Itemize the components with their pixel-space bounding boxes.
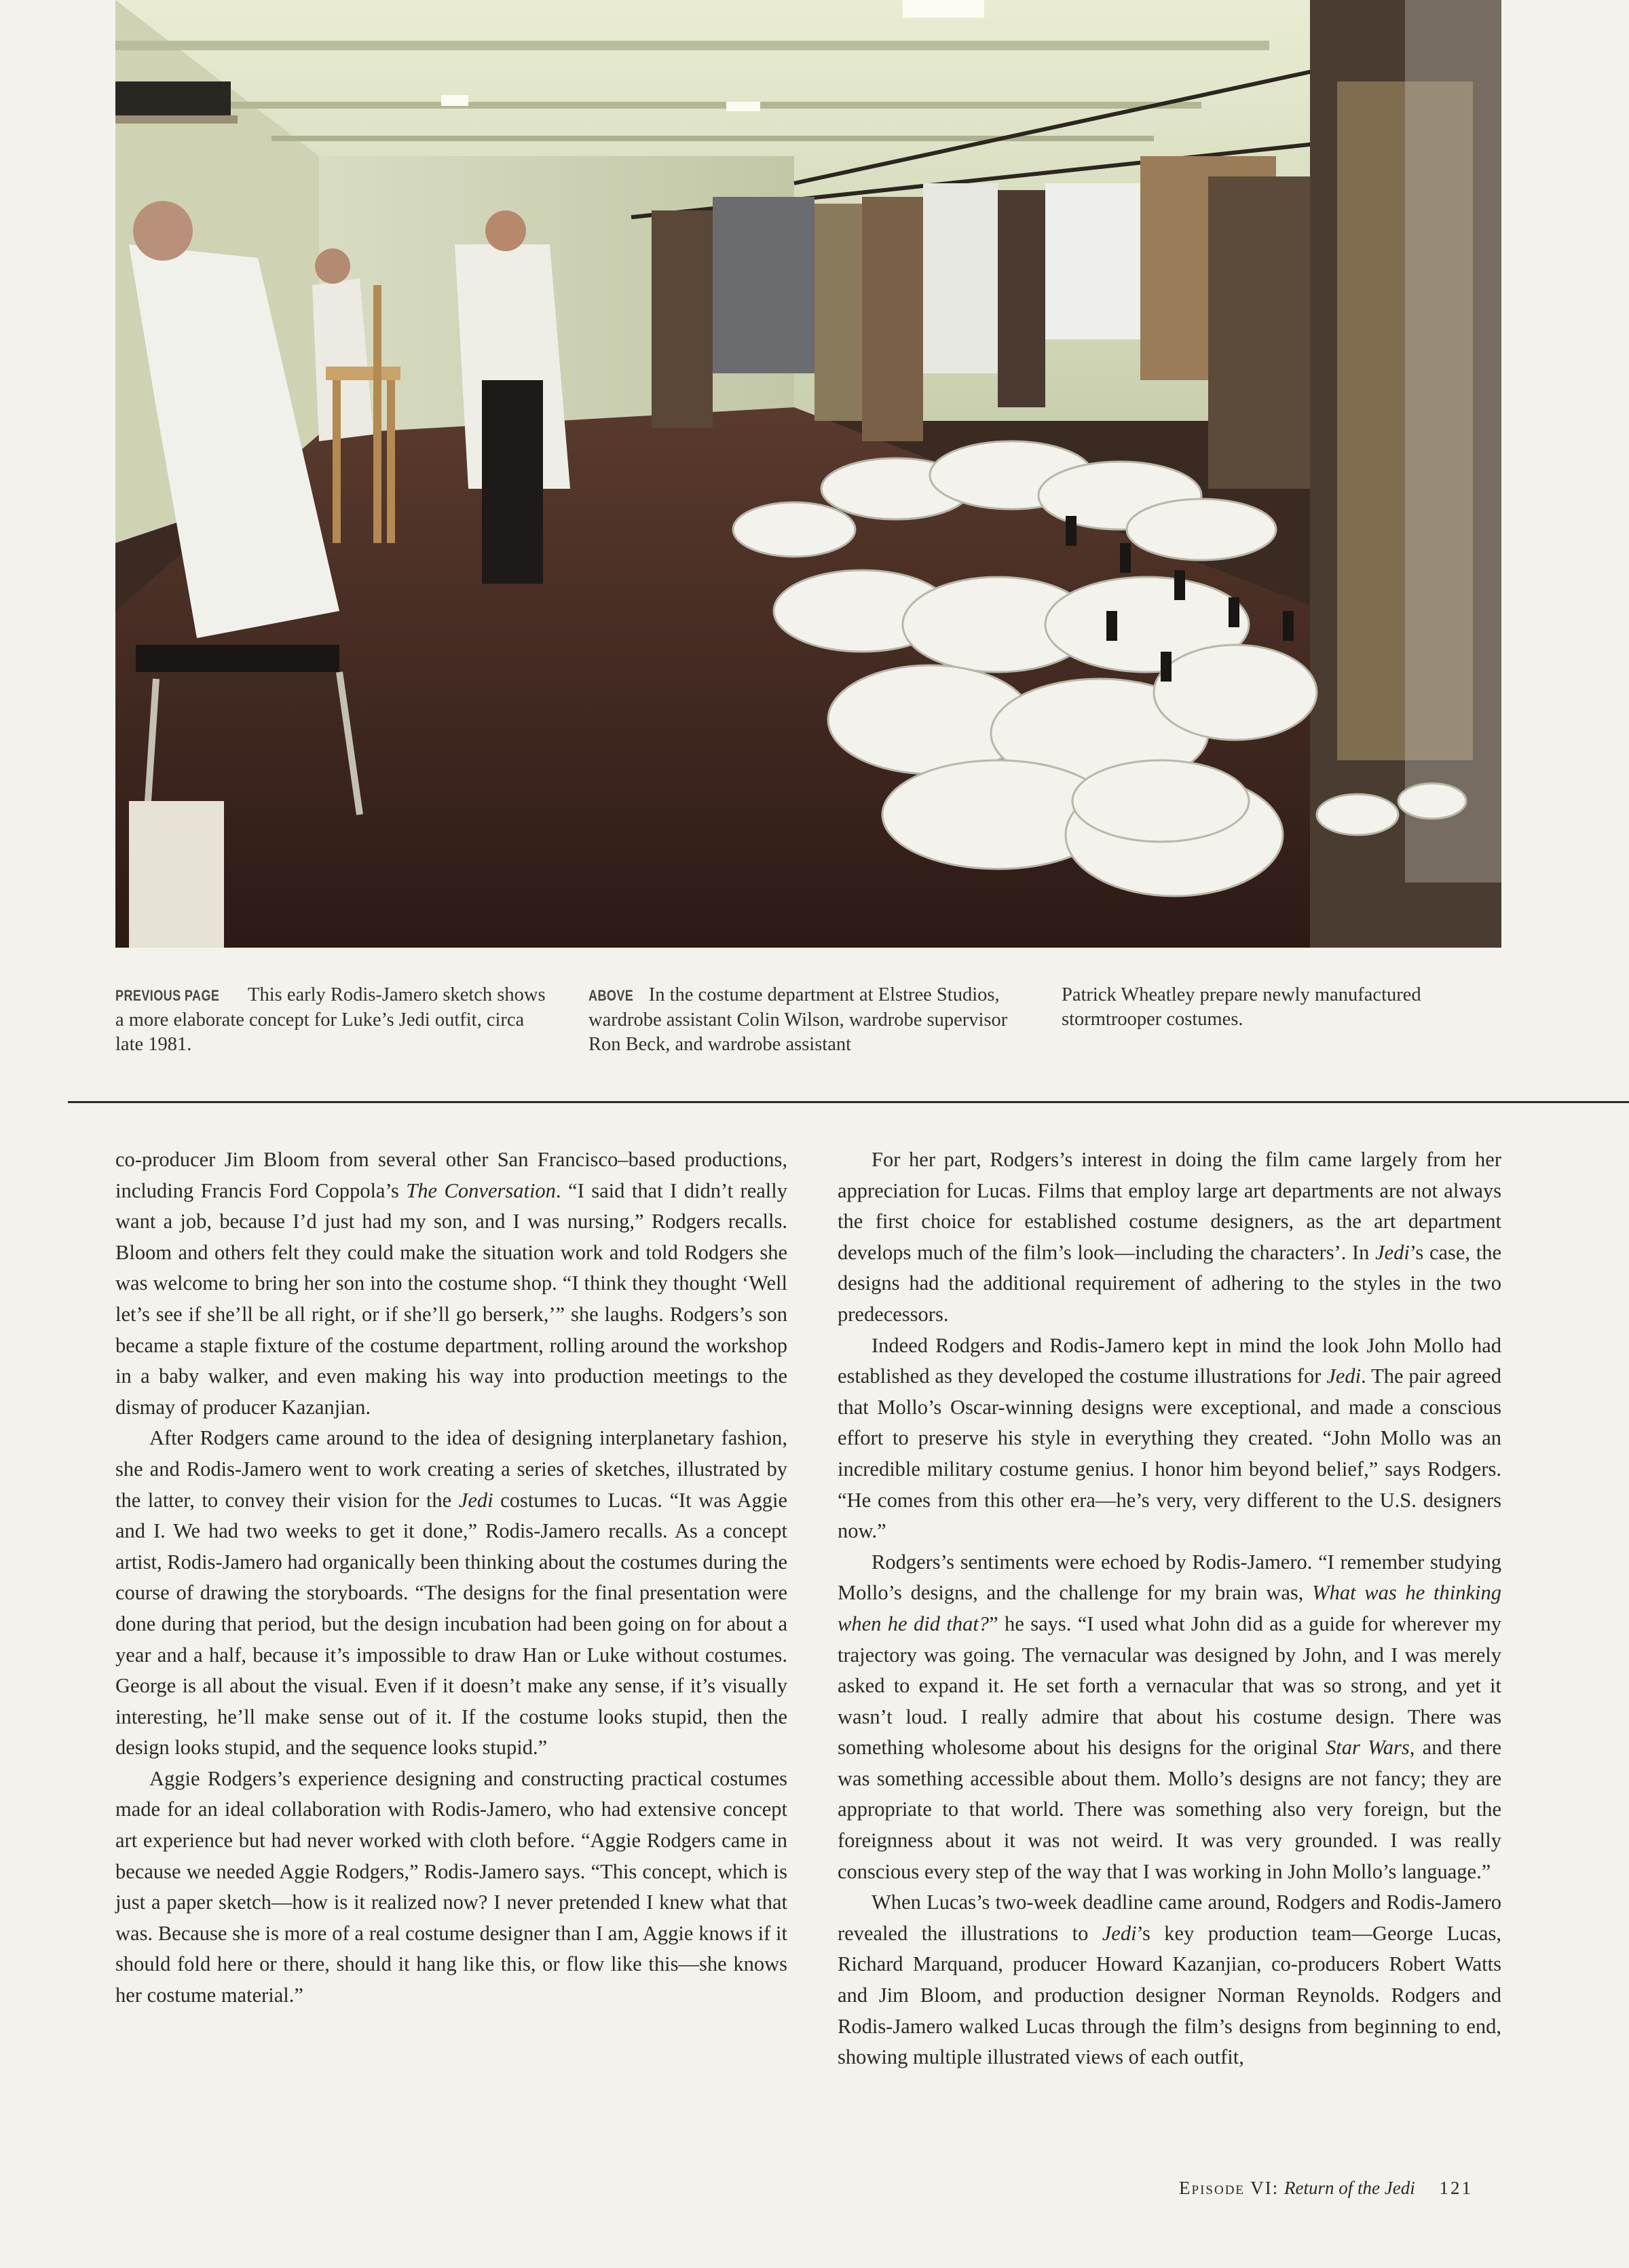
paragraph [838,1547,1501,1888]
text-run: For her part, Rodgers’s interest in doing the film came largely from her appreciation for Lucas. Films that employ large art departments are not always the first choice for established costume designers, as the art department develops much of the film’s look—including the characters’. In [838,1148,1501,1264]
paragraph [838,1145,1501,1331]
text-run: costumes to Lucas. “It was Aggie and I. We had two weeks to get it done,” Rodis-Jamero recalls. As a concept artist, Rodis-Jamero had organically been thinking about the costumes during the course of drawing the storyboards. “The designs for the final presentation were done during that period, but the design incubation had been going on for about a year and a half, because it’s impossible to draw Han or Luke without costumes. George is all about the visual. Even if it doesn’t make any sense, if it’s visually interesting, he’ll make sense out of it. If the costume looks stupid, then the design looks stupid, and the sequence looks stupid.” [115,1488,788,1760]
paragraph: Aggie Rodgers’s experience designing and constructing practical costumes made for an ideal collaboration with Rodis-Jamero, who had extensive concept art experience but had never worked with cloth before. “Aggie Rodgers came in because we needed Aggie Rodgers,” Rodis-Jamero says. “This concept, which is just a paper sketch—how is it realized now? I never pretended I knew what that was. Because she is more of a real costume designer than I am, Aggie knows if it should fold here or there, should it hang like this, or flow like this—she knows her costume material.” [115,1766,787,2007]
page-number: 121 [1439,2178,1473,2198]
text-run: Rodgers’s sentiments were echoed by Rodis-Jamero. “I remember studying Mollo’s designs, and the challenge for my brain was, [838,1550,1501,1605]
text-run: . The pair agreed that Mollo’s Oscar-winning designs were exceptional, and made a conscious effort to preserve his style in everything they created. “John Mollo was an incredible military costume genius. I honor him beyond belief,” says Rodgers. “He comes from this other era—he’s very, very different to the U.S. designers now.” [838,1364,1501,1543]
costume-department-photo [115,0,1501,948]
caption-above [588,983,1023,1057]
film-title: The Conversation [406,1178,556,1202]
text-run: When Lucas’s two-week deadline came around, Rodgers and Rodis-Jamero revealed the illustrations to [838,1891,1501,1945]
film-title: Jedi [1375,1240,1410,1264]
paragraph [115,1145,787,1423]
photo-captions [115,983,1501,1071]
text-run: , and there was something accessible about them. Mollo’s designs are not fancy; they are appropriate to that world. There was something also very foreign, but the foreignness about it was not weird. It was very grounded. I was really conscious every step of the way that I was working in John Mollo’s language.” [838,1736,1501,1883]
caption-text: In the costume department at Elstree Studios, wardrobe assistant Colin Wilson, wardrobe supervisor Ron Beck, and wardrobe assistant [588,984,1008,1055]
film-title: Star Wars [1326,1736,1410,1760]
caption-text: Patrick Wheatley prepare newly manufactured stormtrooper costumes. [1062,984,1421,1030]
page-footer [1179,2178,1473,2199]
caption-label: PREVIOUS PAGE [115,987,220,1004]
paragraph [115,1423,787,1764]
caption-previous-page [115,983,550,1057]
footer-book-title: Return of the Jedi [1284,2178,1415,2198]
text-run: ” he says. “I used what John did as a guide for wherever my trajectory was going. The vernacular was designed by John, and I was merely asked to expand it. He set forth a vernacular that was so strong, and yet it wasn’t loud. I really admire that about his costume design. There was something wholesome about his designs for the original [838,1612,1501,1760]
body-text-left-column [115,1145,787,2011]
text-run: ’s case, the designs had the additional requirement of adhering to the styles in the two predecessors. [838,1240,1501,1326]
film-title: Jedi [1102,1921,1137,1945]
text-run: After Rodgers came around to the idea of designing interplanetary fashion, she and Rodis-Jamero went to work creating a series of sketches, illustrated by the latter, to convey their vision for the [115,1426,787,1512]
paragraph [838,1331,1501,1547]
section-divider [68,1101,1629,1103]
caption-text: This early Rodis-Jamero sketch shows a more elaborate concept for Luke’s Jedi outfit, circa late 1981. [115,984,546,1055]
italic-quote: What was he thinking when he did that? [838,1581,1501,1635]
film-title: Jedi [1326,1364,1362,1388]
caption-above-continued [1062,983,1496,1032]
caption-label: ABOVE [588,987,634,1004]
text-run: ’s key production team—George Lucas, Richard Marquand, producer Howard Kazanjian, co-producers Robert Watts and Jim Bloom, and production designer Norman Reynolds. Rodgers and Rodis-Jamero walked Lucas through the film’s designs from beginning to end, showing multiple illustrated views of each outfit, [838,1921,1501,2069]
photo-illustration [115,0,1501,948]
paragraph [838,1887,1501,2073]
text-run: co-producer Jim Bloom from several other San Francisco–based productions, including Francis Ford Coppola’s [115,1148,787,1202]
text-run: Indeed Rodgers and Rodis-Jamero kept in mind the look John Mollo had established as they developed the costume illustrations for [838,1333,1501,1388]
body-text-right-column [838,1145,1501,2073]
text-run: . “I said that I didn’t really want a job, because I’d just had my son, and I was nursing,” Rodgers recalls. Bloom and others felt they could make the situation work and told Rodgers she was welcome to bring her son into the costume shop. “I think they thought ‘Well let’s see if she’ll be all right, or if she’ll go berserk,’” she laughs. Rodgers’s son became a staple fixture of the costume department, rolling around the workshop in a baby walker, and even making his way into production meetings to the dismay of producer Kazanjian. [115,1178,787,1419]
film-title: Jedi [458,1488,493,1512]
footer-episode: Episode VI: [1179,2178,1279,2198]
